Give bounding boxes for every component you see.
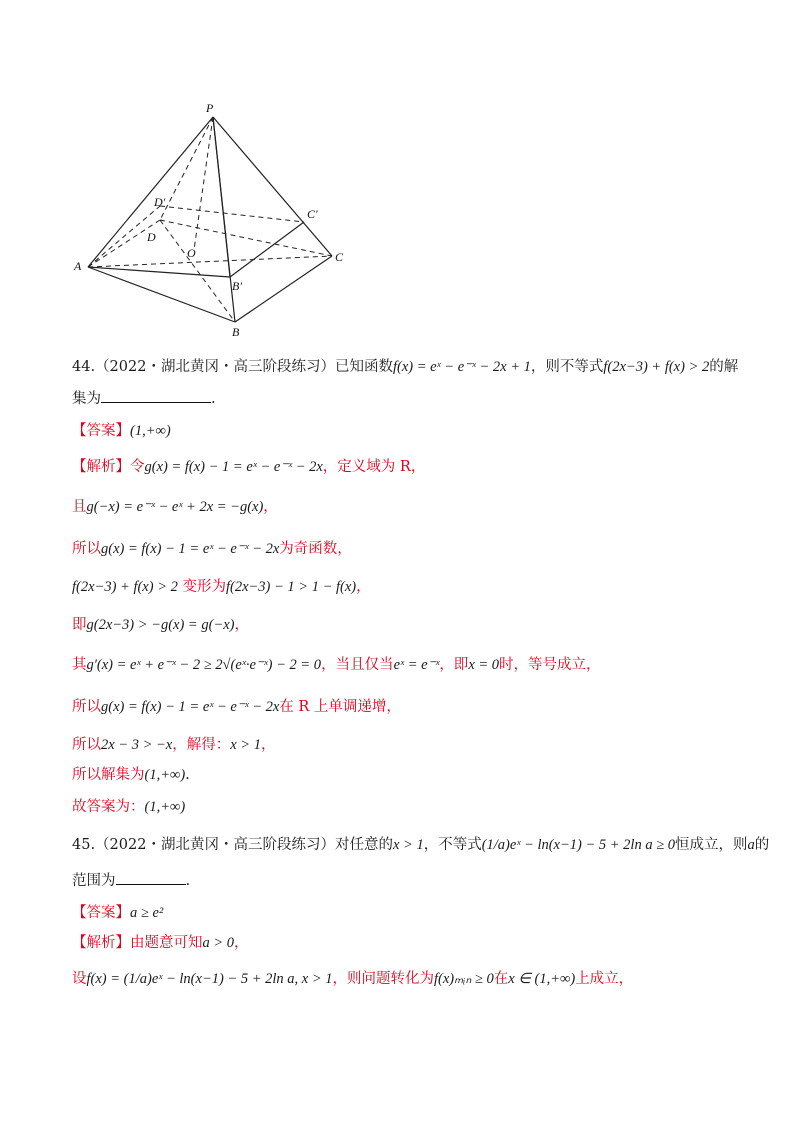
q44-stem-line2: 集为 . [72, 388, 216, 410]
q44-analysis-6: 其g′(x) = eˣ + e⁻ˣ − 2 ≥ 2√(eˣ·e⁻ˣ) − 2 = 0，当且仅当eˣ = e⁻ˣ，即x = 0时，等号成立， [72, 657, 601, 673]
q45-answer: 【答案】a ≥ e² [72, 905, 164, 921]
answer-blank [101, 388, 211, 403]
edge-B'C' [230, 222, 304, 277]
label-B-prime: B' [232, 279, 242, 293]
edge-D'C' [160, 206, 304, 222]
q44-analysis-5: 即g(2x−3) > −g(x) = g(−x)， [72, 617, 249, 633]
label-O: O [187, 246, 196, 260]
q45-stem-line2: 范围为 . [72, 870, 190, 892]
edge-PD [160, 117, 213, 220]
edge-PB' [213, 117, 230, 277]
edge-BC [235, 256, 332, 322]
q44-analysis-7: 所以g(x) = f(x) − 1 = eˣ − e⁻ˣ − 2x在 R 上单调递增， [72, 699, 401, 715]
q44-analysis-2: 且g(−x) = e⁻ˣ − eˣ + 2x = −g(x)， [72, 499, 278, 515]
q44-analysis-4: f(2x−3) + f(x) > 2 变形为f(2x−3) − 1 > 1 − f(x)， [72, 579, 371, 595]
q44-answer: 【答案】(1,+∞) [72, 423, 171, 439]
q45-analysis-2: 设f(x) = (1/a)eˣ − ln(x−1) − 5 + 2ln a, x > 1，则问题转化为f(x)ₘᵢₙ ≥ 0在x ∈ (1,+∞)上成立， [72, 971, 634, 987]
edge-PA [88, 117, 213, 267]
label-A: A [74, 259, 82, 273]
label-B: B [232, 325, 240, 339]
edge-D'B [160, 220, 235, 322]
q45-stem: 45.（2022・湖北黄冈・高三阶段练习）对任意的x > 1，不等式(1/a)eˣ − ln(x−1) − 5 + 2ln a ≥ 0恒成立，则a的 [72, 837, 770, 853]
q44-analysis-9: 所以解集为(1,+∞). [72, 767, 190, 783]
label-D-prime: D' [154, 195, 166, 209]
q45-analysis-1: 【解析】由题意可知a > 0， [72, 935, 249, 951]
edge-AC [88, 256, 332, 267]
q44-analysis-10: 故答案为：(1,+∞) [72, 799, 186, 815]
q44-analysis-8: 所以2x − 3 > −x，解得：x > 1， [72, 737, 276, 753]
q44-analysis-1: 【解析】令g(x) = f(x) − 1 = eˣ − e⁻ˣ − 2x，定义域为 R， [72, 459, 426, 475]
label-D: D [147, 230, 156, 244]
label-P: P [206, 101, 214, 115]
label-C-prime: C' [307, 207, 318, 221]
pyramid-figure [60, 100, 360, 345]
q44-stem: 44.（2022・湖北黄冈・高三阶段练习）已知函数f(x) = eˣ − e⁻ˣ − 2x + 1，则不等式f(2x−3) + f(x) > 2的解 [72, 359, 739, 375]
answer-blank [116, 870, 186, 885]
q44-analysis-3: 所以g(x) = f(x) − 1 = eˣ − e⁻ˣ − 2x为奇函数， [72, 541, 352, 557]
label-C: C [335, 250, 344, 264]
